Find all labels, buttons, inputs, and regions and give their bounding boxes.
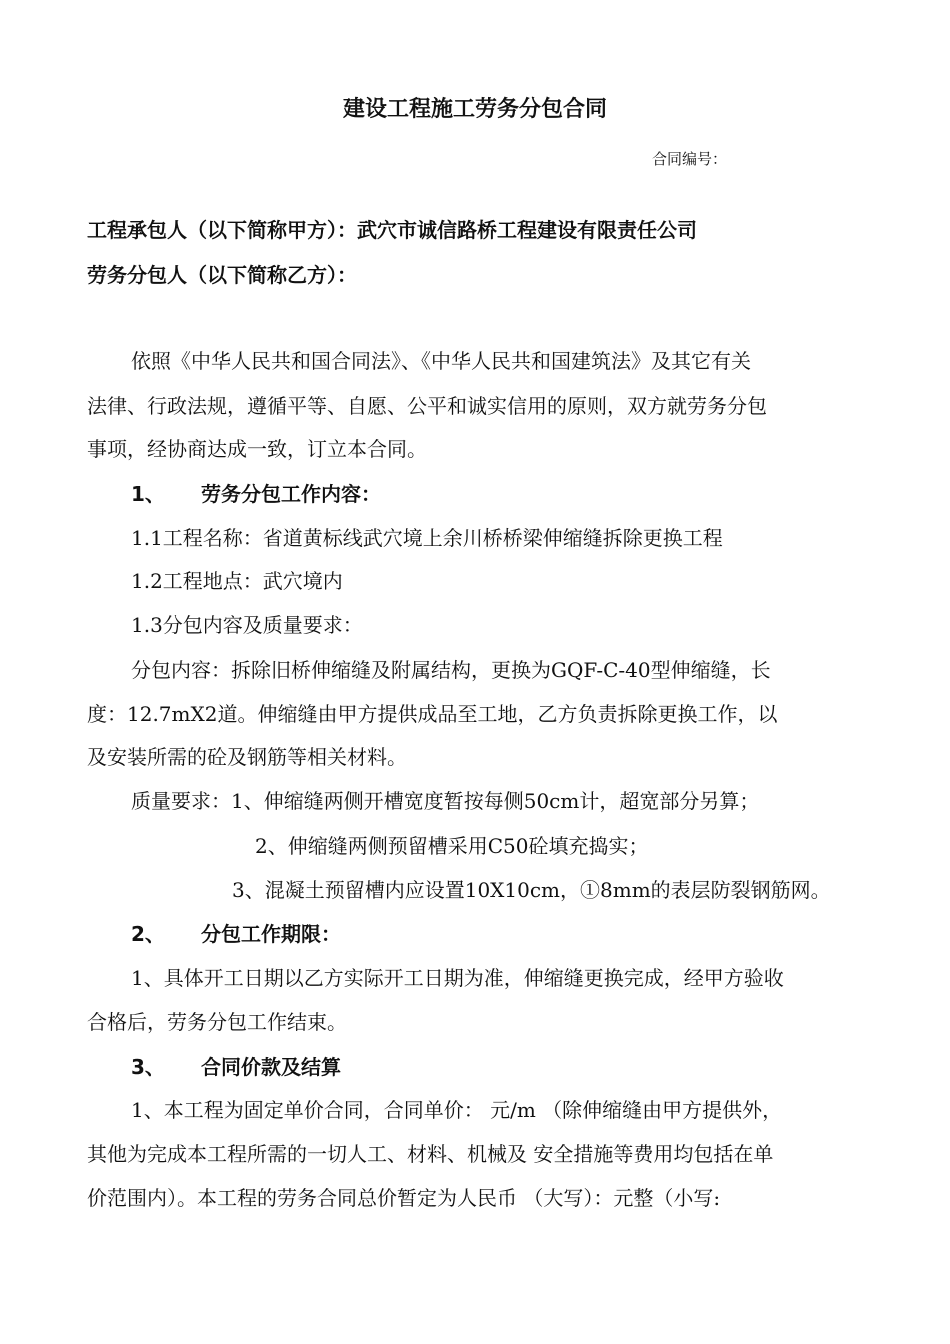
contract-number-label: 合同编号：	[652, 150, 728, 168]
price-line-1: 1、本工程为固定单价合同，合同单价： 元/m （除伸缩缝由甲方提供外，	[131, 1098, 783, 1122]
scope-quality-heading: 1.3分包内容及质量要求：	[131, 613, 363, 637]
quality-line-3: 3、混凝土预留槽内应设置10X10cm，①8mm的表层防裂钢筋网。	[232, 878, 831, 902]
section-number: 2、	[131, 922, 165, 946]
term-line-1: 1、具体开工日期以乙方实际开工日期为准，伸缩缝更换完成，经甲方验收	[131, 966, 784, 990]
section-2-heading	[131, 918, 341, 947]
scope-line-2: 度：12.7mX2道。伸缩缝由甲方提供成品至工地，乙方负责拆除更换工作，以	[87, 702, 778, 726]
section-title: 劳务分包工作内容：	[201, 482, 381, 506]
price-line-2: 其他为完成本工程所需的一切人工、材料、机械及 安全措施等费用均包括在单	[87, 1142, 774, 1166]
intro-line-1: 依照《中华人民共和国合同法》、《中华人民共和国建筑法》及其它有关	[131, 349, 751, 373]
quality-line-2: 2、伸缩缝两侧预留槽采用C50砼填充捣实；	[255, 834, 649, 858]
scope-line-1: 分包内容：拆除旧桥伸缩缝及附属结构，更换为GQF-C-40型伸缩缝，长	[131, 658, 771, 682]
project-location-line: 1.2工程地点：武穴境内	[131, 569, 343, 593]
intro-line-3: 事项，经协商达成一致，订立本合同。	[87, 437, 427, 461]
section-1-heading	[131, 478, 381, 507]
document-title: 建设工程施工劳务分包合同	[342, 97, 607, 122]
intro-line-2: 法律、行政法规，遵循平等、自愿、公平和诚实信用的原则，双方就劳务分包	[87, 394, 767, 418]
scope-line-3: 及安装所需的砼及钢筋等相关材料。	[87, 745, 407, 769]
party-b-line: 劳务分包人（以下简称乙方）：	[87, 263, 357, 287]
term-line-2: 合格后，劳务分包工作结束。	[87, 1010, 347, 1034]
section-3-heading	[131, 1051, 341, 1080]
quality-line-1: 质量要求：1、伸缩缝两侧开槽宽度暂按每侧50cm计，超宽部分另算；	[131, 789, 760, 813]
project-name-line: 1.1工程名称：省道黄标线武穴境上余川桥桥梁伸缩缝拆除更换工程	[131, 526, 723, 550]
section-number: 1、	[131, 482, 165, 506]
section-title: 分包工作期限：	[201, 922, 341, 946]
price-line-3: 价范围内）。本工程的劳务合同总价暂定为人民币 （大写）：元整（小写:	[87, 1186, 721, 1210]
section-number: 3、	[131, 1055, 165, 1079]
party-a-line: 工程承包人（以下简称甲方）：武穴市诚信路桥工程建设有限责任公司	[87, 218, 697, 242]
section-title: 合同价款及结算	[201, 1055, 341, 1079]
